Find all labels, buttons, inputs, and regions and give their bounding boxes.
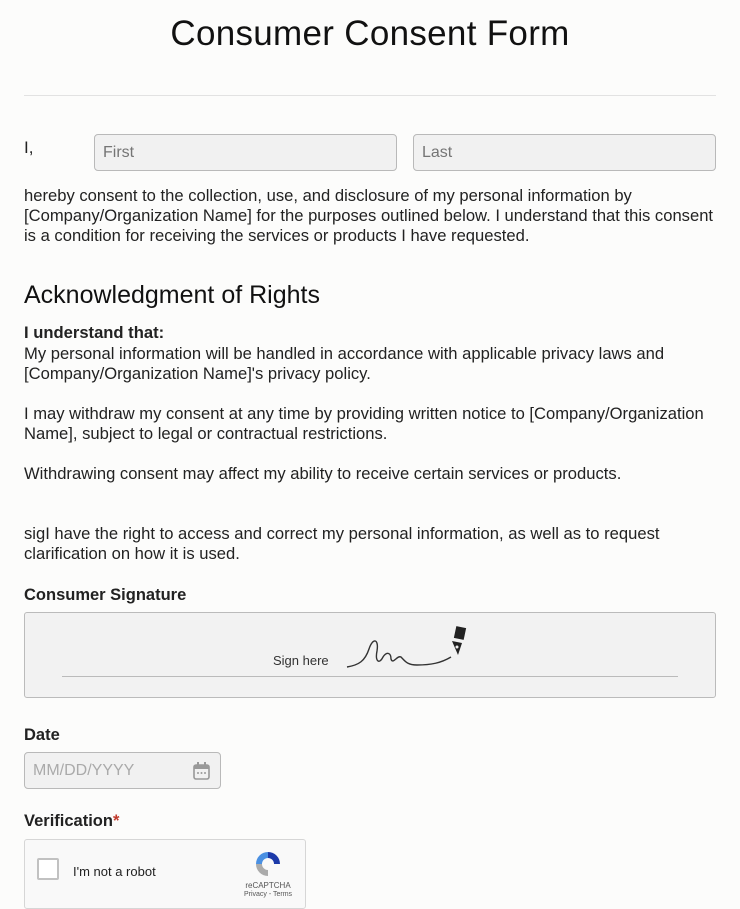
last-name-input[interactable] <box>413 134 716 171</box>
verification-label <box>24 812 119 831</box>
rights-item: Withdrawing consent may affect my ability to receive certain services or products. <box>24 464 622 483</box>
consent-paragraph: hereby consent to the collection, use, and disclosure of my personal information by [Company/Organization Name] for the purposes outlined below. I understand that this consent is a condition for receiving the services or products I have requested. <box>24 186 714 245</box>
rights-item: I may withdraw my consent at any time by providing written notice to [Company/Organization Name], subject to legal or contractual restrictions. <box>24 404 704 443</box>
signature-line <box>62 676 678 677</box>
name-prefix: I, <box>24 138 34 157</box>
date-label: Date <box>24 726 60 744</box>
recaptcha-logo-icon <box>253 849 283 879</box>
divider <box>24 95 716 96</box>
signature-placeholder: Sign here <box>273 653 329 668</box>
signature-pad[interactable] <box>24 612 716 698</box>
recaptcha-links[interactable]: Privacy - Terms <box>243 891 293 898</box>
signature-pen-icon <box>345 625 475 671</box>
rights-item: sigI have the right to access and correct my personal information, as well as to request clarification on how it is used. <box>24 524 660 563</box>
required-mark: * <box>112 812 120 830</box>
recaptcha-checkbox-label: I'm not a robot <box>73 864 156 879</box>
rights-item: My personal information will be handled in accordance with applicable privacy laws and [Company/Organization Name]'s privacy policy. <box>24 344 665 383</box>
first-name-input[interactable] <box>94 134 397 171</box>
date-input[interactable] <box>24 752 221 789</box>
recaptcha-checkbox[interactable] <box>37 858 59 880</box>
rights-intro: I understand that: <box>24 323 165 342</box>
page-title: Consumer Consent Form <box>170 14 570 53</box>
verification-label-text: Verification <box>24 812 113 830</box>
recaptcha-brand: reCAPTCHA <box>245 881 291 890</box>
rights-heading: Acknowledgment of Rights <box>24 281 320 309</box>
date-placeholder: MM/DD/YYYY <box>33 761 135 779</box>
recaptcha-widget <box>24 839 306 909</box>
calendar-icon[interactable] <box>193 762 210 780</box>
signature-label: Consumer Signature <box>24 586 187 604</box>
